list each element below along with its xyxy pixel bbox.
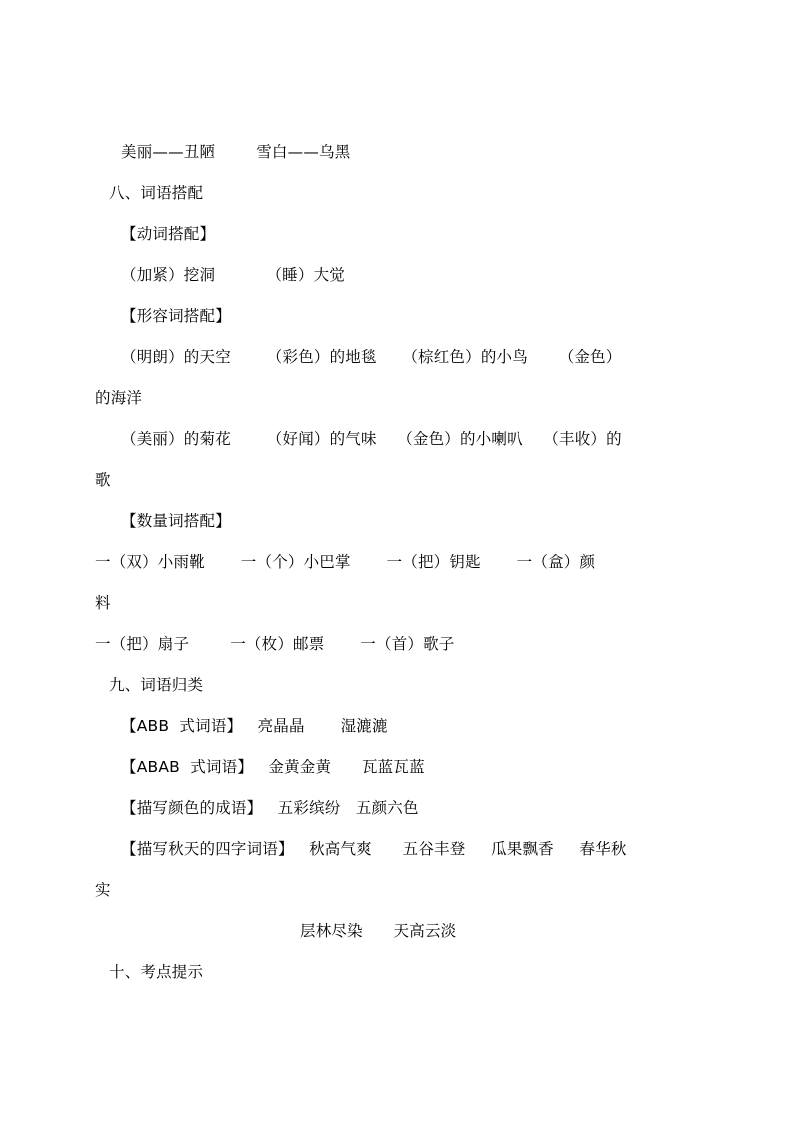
document-body — [95, 132, 698, 993]
line-quant-title: 【数量词搭配】 — [121, 512, 231, 530]
line-autumn-idiom: 【描写秋天的四字词语】 秋高气爽 五谷丰登 瓜果飘香 春华秋 — [121, 840, 627, 858]
line-abab: 【ABAB 式词语】 金黄金黄 瓦蓝瓦蓝 — [121, 758, 425, 776]
line-verb-title: 【动词搭配】 — [121, 225, 216, 243]
line-quant-items-2: 一（把）扇子 一（枚）邮票 一（首）歌子 — [95, 635, 455, 653]
line-section-10: 十、考点提示 — [109, 963, 204, 981]
line-color-idiom: 【描写颜色的成语】 五彩缤纷 五颜六色 — [121, 799, 419, 817]
line-autumn-idiom-b: 实 — [95, 881, 111, 899]
line-section-9: 九、词语归类 — [109, 676, 204, 694]
line-adj-items-2b: 歌 — [95, 471, 111, 489]
line-verb-items: （加紧）挖洞 （睡）大觉 — [121, 266, 345, 284]
line-adj-items-1: （明朗）的天空 （彩色）的地毯 （棕红色）的小鸟 （金色） — [121, 348, 622, 366]
line-autumn-idiom-c: 层林尽染 天高云淡 — [300, 922, 457, 940]
line-quant-items-1b: 料 — [95, 594, 111, 612]
line-quant-items-1: 一（双）小雨靴 一（个）小巴掌 一（把）钥匙 一（盒）颜 — [95, 553, 596, 571]
line-antonyms: 美丽——丑陋 雪白——乌黑 — [121, 143, 351, 161]
line-adj-items-1b: 的海洋 — [95, 389, 143, 407]
line-adj-title: 【形容词搭配】 — [121, 307, 231, 325]
line-adj-items-2: （美丽）的菊花 （好闻）的气味 （金色）的小喇叭 （丰收）的 — [121, 430, 622, 448]
line-section-8: 八、词语搭配 — [109, 184, 204, 202]
line-abb: 【ABB 式词语】 亮晶晶 湿漉漉 — [121, 717, 388, 735]
